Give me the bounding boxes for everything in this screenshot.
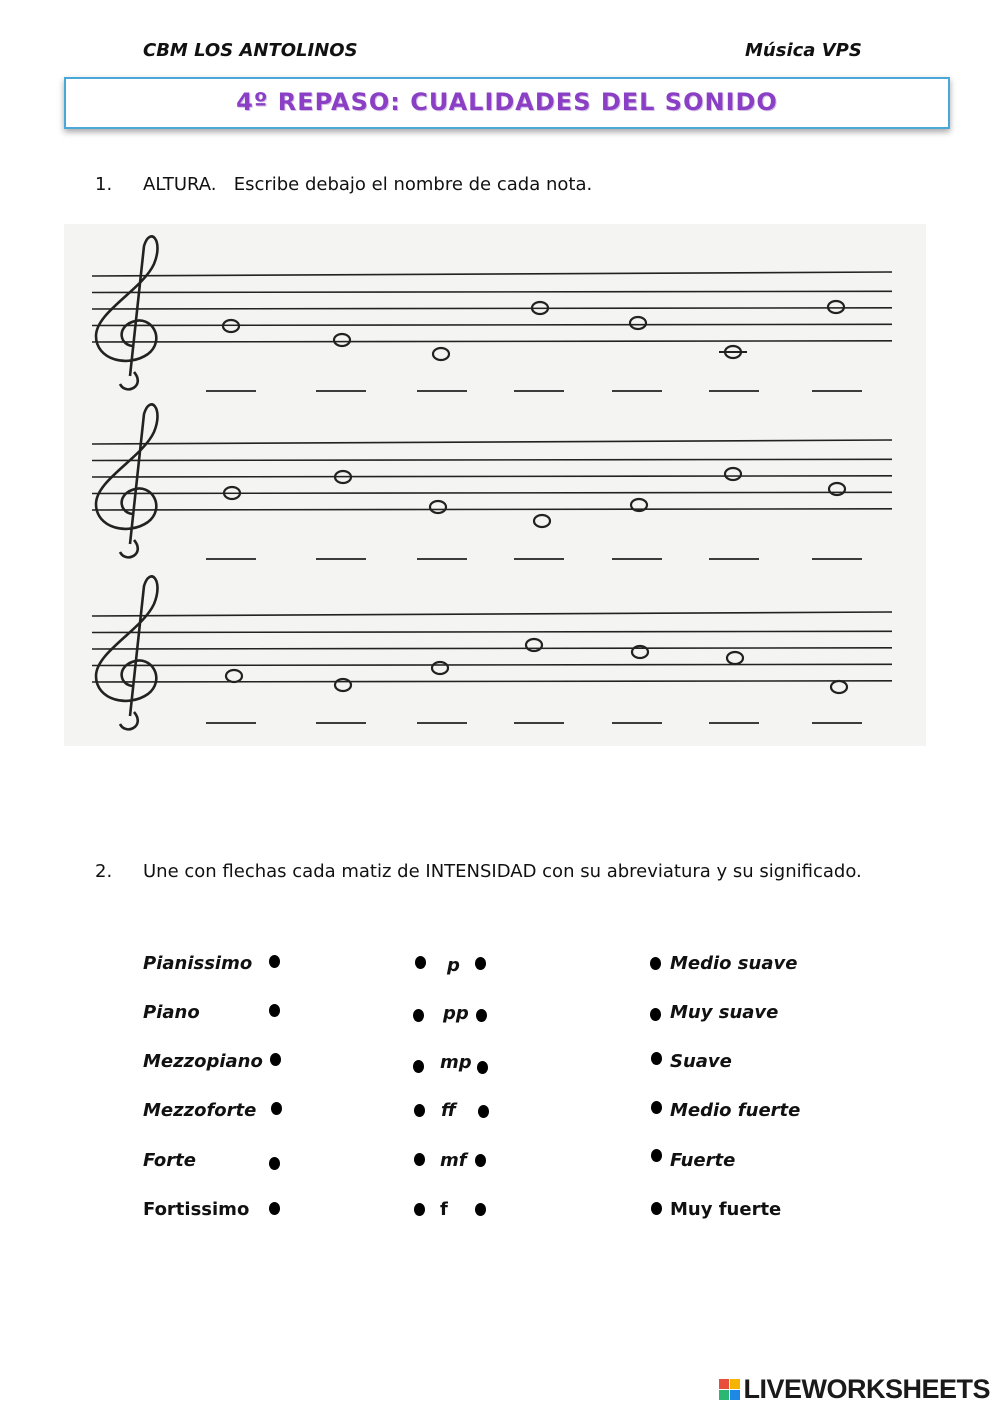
liveworksheets-brand: LIVEWORKSHEETS: [743, 1374, 990, 1404]
school-name: CBM LOS ANTOLINOS: [143, 40, 358, 61]
abbr-ff: ff: [441, 1100, 456, 1121]
meaning-suave: Suave: [670, 1051, 732, 1072]
dot-meaning-4[interactable]: [651, 1101, 662, 1114]
abbr-f: f: [440, 1199, 448, 1220]
meaning-muy-suave: Muy suave: [670, 1002, 779, 1023]
dot-abbr-left-5[interactable]: [414, 1153, 425, 1166]
dot-term-3[interactable]: [270, 1053, 281, 1066]
dot-meaning-5[interactable]: [651, 1149, 662, 1162]
abbr-mp: mp: [440, 1052, 472, 1073]
dot-term-4[interactable]: [271, 1102, 282, 1115]
meaning-medio-fuerte: Medio fuerte: [670, 1100, 801, 1121]
term-mezzoforte: Mezzoforte: [143, 1100, 257, 1121]
dot-meaning-1[interactable]: [650, 957, 661, 970]
subject-name: Música VPS: [745, 40, 862, 61]
dot-abbr-right-5[interactable]: [475, 1154, 486, 1167]
dot-term-5[interactable]: [269, 1157, 280, 1170]
dot-abbr-left-6[interactable]: [414, 1203, 425, 1216]
staff-background: [64, 224, 926, 746]
title-box: [64, 77, 950, 129]
meaning-medio-suave: Medio suave: [670, 953, 798, 974]
dot-term-1[interactable]: [269, 955, 280, 968]
dot-abbr-right-6[interactable]: [475, 1203, 486, 1216]
term-fortissimo: Fortissimo: [143, 1199, 250, 1220]
question-2-number: 2.: [95, 861, 113, 882]
liveworksheets-logo[interactable]: [719, 1374, 990, 1405]
abbr-mf: mf: [440, 1150, 467, 1171]
meaning-muy-fuerte: Muy fuerte: [670, 1199, 782, 1220]
term-mezzopiano: Mezzopiano: [143, 1051, 263, 1072]
meaning-fuerte: Fuerte: [670, 1150, 736, 1171]
dot-abbr-right-2[interactable]: [476, 1009, 487, 1022]
term-piano: Piano: [143, 1002, 200, 1023]
dot-abbr-right-1[interactable]: [475, 957, 486, 970]
dot-term-2[interactable]: [269, 1004, 280, 1017]
dot-abbr-right-4[interactable]: [478, 1105, 489, 1118]
dot-term-6[interactable]: [269, 1202, 280, 1215]
page-title: 4º REPASO: CUALIDADES DEL SONIDO: [236, 88, 778, 116]
question-1-number: 1.: [95, 174, 113, 195]
dot-meaning-3[interactable]: [651, 1052, 662, 1065]
question-2-text: Une con flechas cada matiz de INTENSIDAD con su abreviatura y su significado.: [143, 861, 862, 882]
abbr-pp: pp: [443, 1003, 469, 1024]
dot-meaning-2[interactable]: [650, 1008, 661, 1021]
dot-abbr-right-3[interactable]: [477, 1061, 488, 1074]
dot-abbr-left-1[interactable]: [415, 956, 426, 969]
abbr-p: p: [447, 955, 460, 976]
dot-abbr-left-2[interactable]: [413, 1009, 424, 1022]
music-staves: [64, 224, 926, 746]
dot-meaning-6[interactable]: [651, 1202, 662, 1215]
question-1-text: ALTURA. Escribe debajo el nombre de cada nota.: [143, 174, 593, 195]
dot-abbr-left-4[interactable]: [414, 1104, 425, 1117]
term-forte: Forte: [143, 1150, 196, 1171]
liveworksheets-icon: [719, 1379, 740, 1400]
dot-abbr-left-3[interactable]: [413, 1060, 424, 1073]
term-pianissimo: Pianissimo: [143, 953, 253, 974]
